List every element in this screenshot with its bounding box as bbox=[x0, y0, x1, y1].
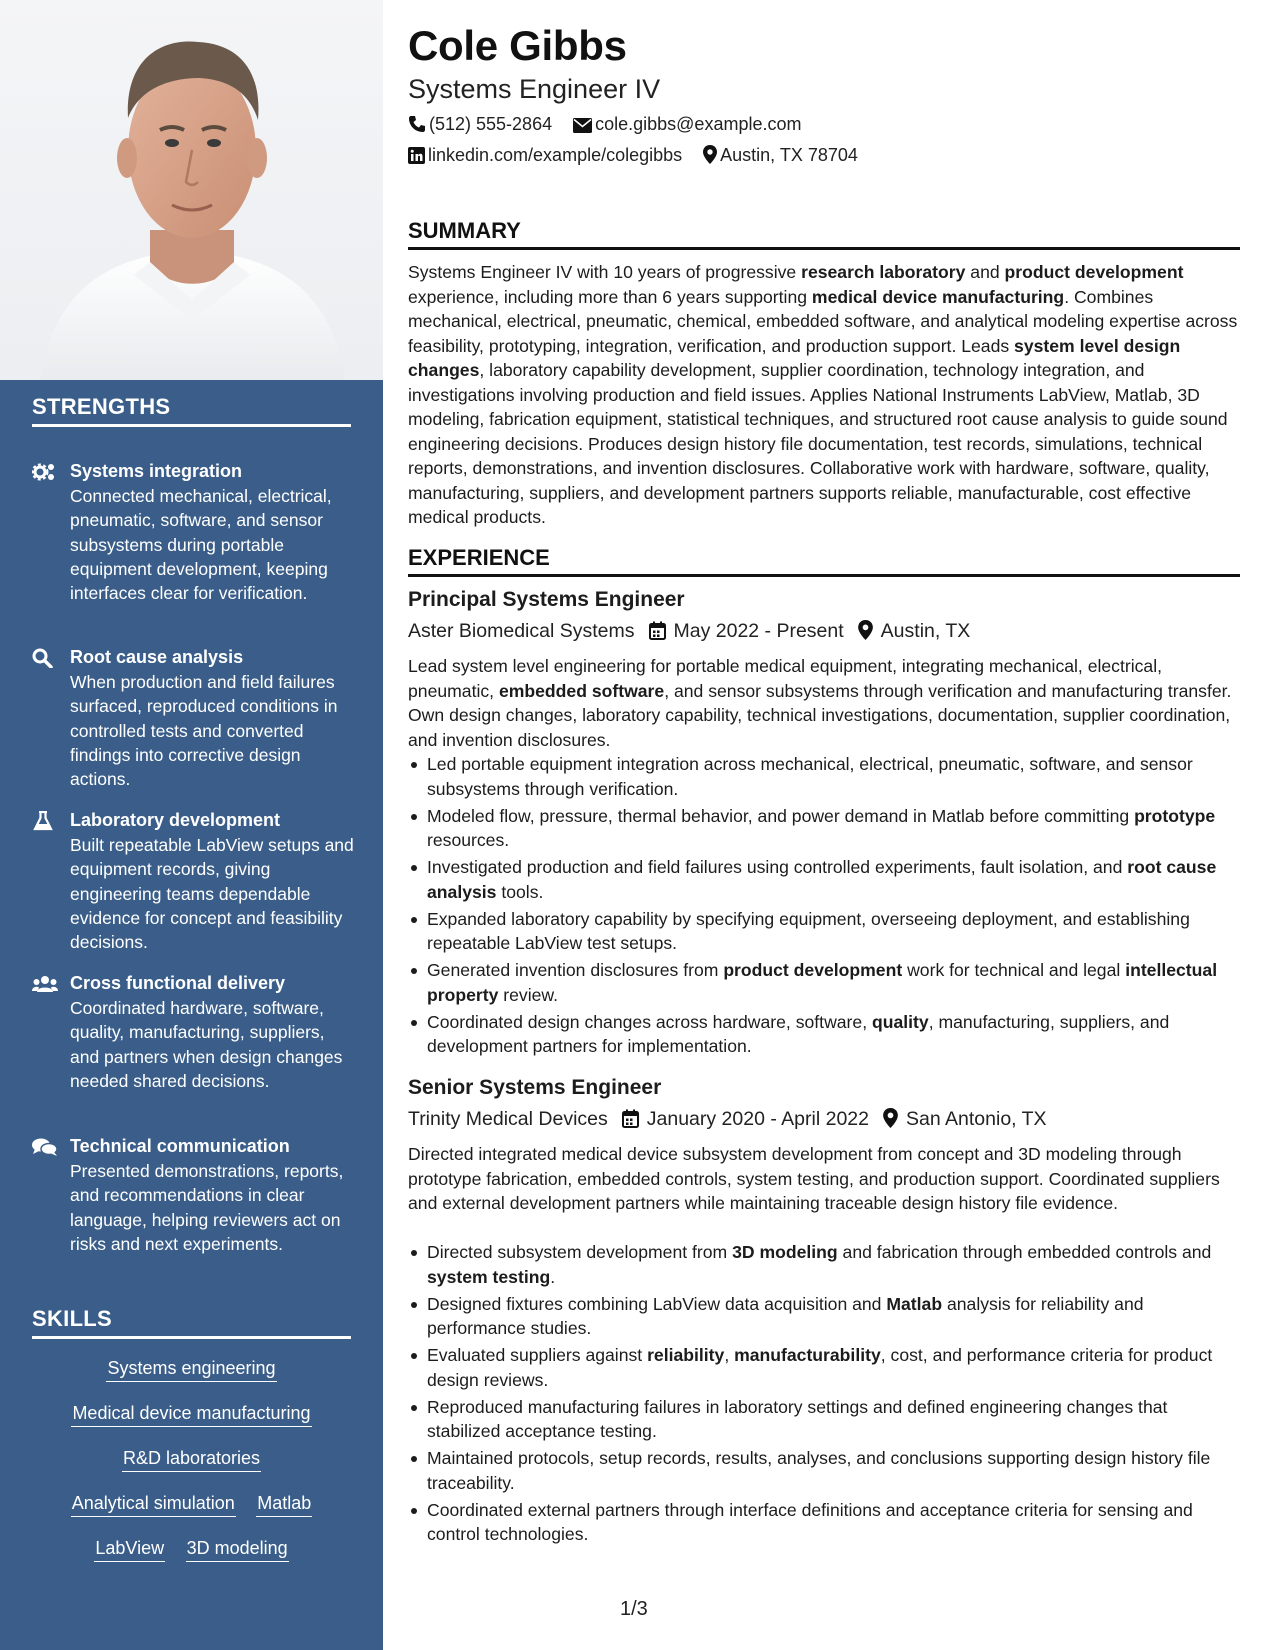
strength-name: Systems integration bbox=[70, 461, 243, 481]
strength-item bbox=[32, 646, 357, 791]
job-title: Principal Systems Engineer bbox=[408, 588, 685, 611]
bullet-item: Maintained protocols, setup records, results, analyses, and conclusions supporting design history file traceability. bbox=[408, 1446, 1240, 1495]
calendar-icon bbox=[622, 1109, 639, 1134]
comments-icon bbox=[32, 1137, 54, 1157]
strengths-title: STRENGTHS bbox=[32, 394, 351, 427]
skills-row bbox=[32, 1445, 351, 1472]
bullet-item: Modeled flow, pressure, thermal behavior, and power demand in Matlab before committing prototype resources. bbox=[408, 804, 1240, 853]
skill-tag: R&D laboratories bbox=[122, 1445, 261, 1472]
profile-photo-illustration bbox=[0, 0, 383, 380]
skill-tag: Systems engineering bbox=[106, 1355, 276, 1382]
strength-name: Laboratory development bbox=[70, 810, 281, 830]
contact-row bbox=[408, 114, 817, 138]
bullet-item: Coordinated design changes across hardware, software, quality, manufacturing, suppliers, and development partners for implementation. bbox=[408, 1010, 1240, 1059]
summary-text: Systems Engineer IV with 10 years of progressive research laboratory and product development experience, including more than 6 years supporting medical device manufacturing. Combines mechanical, electrical, pneumatic, chemical, embedded software, and analytical modeling expertise across feasibility, prototyping, integration, verification, and production support. Leads system level design changes, laboratory capability development, supplier coordination, technology integration, and investigations involving production and field issues. Applies National Instruments LabView, Matlab, 3D modeling, fabrication equipment, statistical techniques, and structured root cause analysis to guide sound engineering decisions. Produces design history file documentation, test records, simulations, technical reports, demonstrations, and invention disclosures. Collaborative work with hardware, software, quality, manufacturing, suppliers, and development partners supports reliable, manufacturable, cost effective medical products. bbox=[408, 262, 1238, 527]
search-icon bbox=[32, 648, 54, 668]
linkedin-icon bbox=[408, 147, 425, 169]
bullet-item: Investigated production and field failures using controlled experiments, fault isolation, and root cause analysis tools. bbox=[408, 855, 1240, 904]
bullet-item: Designed fixtures combining LabView data acquisition and Matlab analysis for reliability and performance studies. bbox=[408, 1292, 1240, 1341]
bullet-item: Expanded laboratory capability by specifying equipment, overseeing deployment, and establishing repeatable LabView test setups. bbox=[408, 907, 1240, 956]
strength-name: Cross functional delivery bbox=[70, 973, 286, 993]
strength-item bbox=[32, 460, 357, 605]
strength-item bbox=[32, 972, 357, 1093]
candidate-name: Cole Gibbs bbox=[408, 22, 627, 69]
phone-text: (512) 555-2864 bbox=[429, 114, 553, 134]
company-name: Trinity Medical Devices bbox=[408, 1108, 608, 1130]
experience-title: EXPERIENCE bbox=[408, 545, 1240, 577]
linkedin-item bbox=[408, 145, 687, 165]
skill-tag: 3D modeling bbox=[186, 1535, 289, 1562]
contact-row bbox=[408, 145, 874, 169]
strength-desc: Built repeatable LabView setups and equipment records, giving engineering teams dependable evidence for concept and feasibility decisions. bbox=[70, 835, 354, 953]
phone-item bbox=[408, 114, 557, 134]
job-meta bbox=[408, 620, 970, 646]
skill-tag: Matlab bbox=[256, 1490, 312, 1517]
flask-icon bbox=[32, 811, 54, 831]
strength-name: Technical communication bbox=[70, 1136, 290, 1156]
skill-tag: Analytical simulation bbox=[71, 1490, 236, 1517]
envelope-icon bbox=[573, 117, 592, 138]
skills-row bbox=[32, 1490, 351, 1517]
gears-icon bbox=[32, 462, 54, 482]
strength-desc: Coordinated hardware, software, quality, manufacturing, suppliers, and partners when design changes needed shared decisions. bbox=[70, 998, 343, 1091]
phone-icon bbox=[408, 115, 426, 138]
page-number: 1/3 bbox=[620, 1598, 648, 1620]
map-marker-icon bbox=[858, 620, 873, 646]
strength-desc: Connected mechanical, electrical, pneumatic, software, and sensor subsystems during portable equipment development, keeping interfaces clear for verification. bbox=[70, 486, 332, 604]
location-item bbox=[703, 145, 858, 165]
calendar-icon bbox=[649, 621, 666, 646]
email-item bbox=[573, 114, 801, 134]
map-marker-icon bbox=[883, 1108, 898, 1134]
bullet-item: Coordinated external partners through interface definitions and acceptance criteria for sensing and control technologies. bbox=[408, 1498, 1240, 1547]
job-location: San Antonio, TX bbox=[905, 1108, 1047, 1130]
skills-row bbox=[32, 1355, 351, 1382]
strength-desc: When production and field failures surfaced, reproduced conditions in controlled tests and converted findings into corrective design actions. bbox=[70, 672, 338, 790]
summary-title: SUMMARY bbox=[408, 218, 1240, 250]
job-title: Senior Systems Engineer bbox=[408, 1076, 662, 1099]
job-bullets bbox=[408, 752, 1240, 1061]
skills-row bbox=[32, 1400, 351, 1427]
job-summary: Lead system level engineering for portable medical equipment, integrating mechanical, electrical, pneumatic, embedded software, and sensor subsystems through verification and manufacturing transfer. Own design changes, laboratory capability, technical investigations, documentation, supplier coordination, and invention disclosures. bbox=[408, 656, 1232, 750]
sidebar bbox=[0, 0, 383, 1650]
job-location: Austin, TX bbox=[880, 620, 971, 642]
job-dates: January 2020 - April 2022 bbox=[646, 1108, 869, 1130]
strength-desc: Presented demonstrations, reports, and recommendations in clear language, helping reviewers act on risks and next experiments. bbox=[70, 1161, 344, 1254]
bullet-item: Evaluated suppliers against reliability, manufacturability, cost, and performance criteria for product design reviews. bbox=[408, 1343, 1240, 1392]
job-meta bbox=[408, 1108, 1047, 1134]
skills-title: SKILLS bbox=[32, 1306, 351, 1339]
job-summary: Directed integrated medical device subsystem development from concept and 3D modeling through prototype fabrication, embedded controls, system testing, and production support. Coordinated suppliers and external development partners while maintaining traceable design history file evidence. bbox=[408, 1144, 1220, 1213]
bullet-item: Reproduced manufacturing failures in laboratory settings and defined engineering changes that stabilized acceptance testing. bbox=[408, 1395, 1240, 1444]
skills-row bbox=[32, 1535, 351, 1562]
skill-tag: LabView bbox=[94, 1535, 165, 1562]
company-name: Aster Biomedical Systems bbox=[408, 620, 635, 642]
skill-tag: Medical device manufacturing bbox=[71, 1400, 311, 1427]
bullet-item: Led portable equipment integration across mechanical, electrical, pneumatic, software, and sensor subsystems through verification. bbox=[408, 752, 1240, 801]
candidate-role: Systems Engineer IV bbox=[408, 74, 661, 104]
strength-name: Root cause analysis bbox=[70, 647, 244, 667]
job-bullets bbox=[408, 1240, 1240, 1549]
strength-item bbox=[32, 809, 357, 954]
email-text: cole.gibbs@example.com bbox=[595, 114, 802, 134]
job-dates: May 2022 - Present bbox=[673, 620, 844, 642]
map-marker-icon bbox=[703, 145, 717, 169]
strength-item bbox=[32, 1135, 357, 1256]
location-text: Austin, TX 78704 bbox=[720, 145, 858, 165]
users-icon bbox=[32, 974, 54, 994]
linkedin-text: linkedin.com/example/colegibbs bbox=[428, 145, 683, 165]
bullet-item: Generated invention disclosures from product development work for technical and legal intellectual property review. bbox=[408, 958, 1240, 1007]
profile-photo bbox=[0, 0, 383, 380]
bullet-item: Directed subsystem development from 3D modeling and fabrication through embedded controls and system testing. bbox=[408, 1240, 1240, 1289]
